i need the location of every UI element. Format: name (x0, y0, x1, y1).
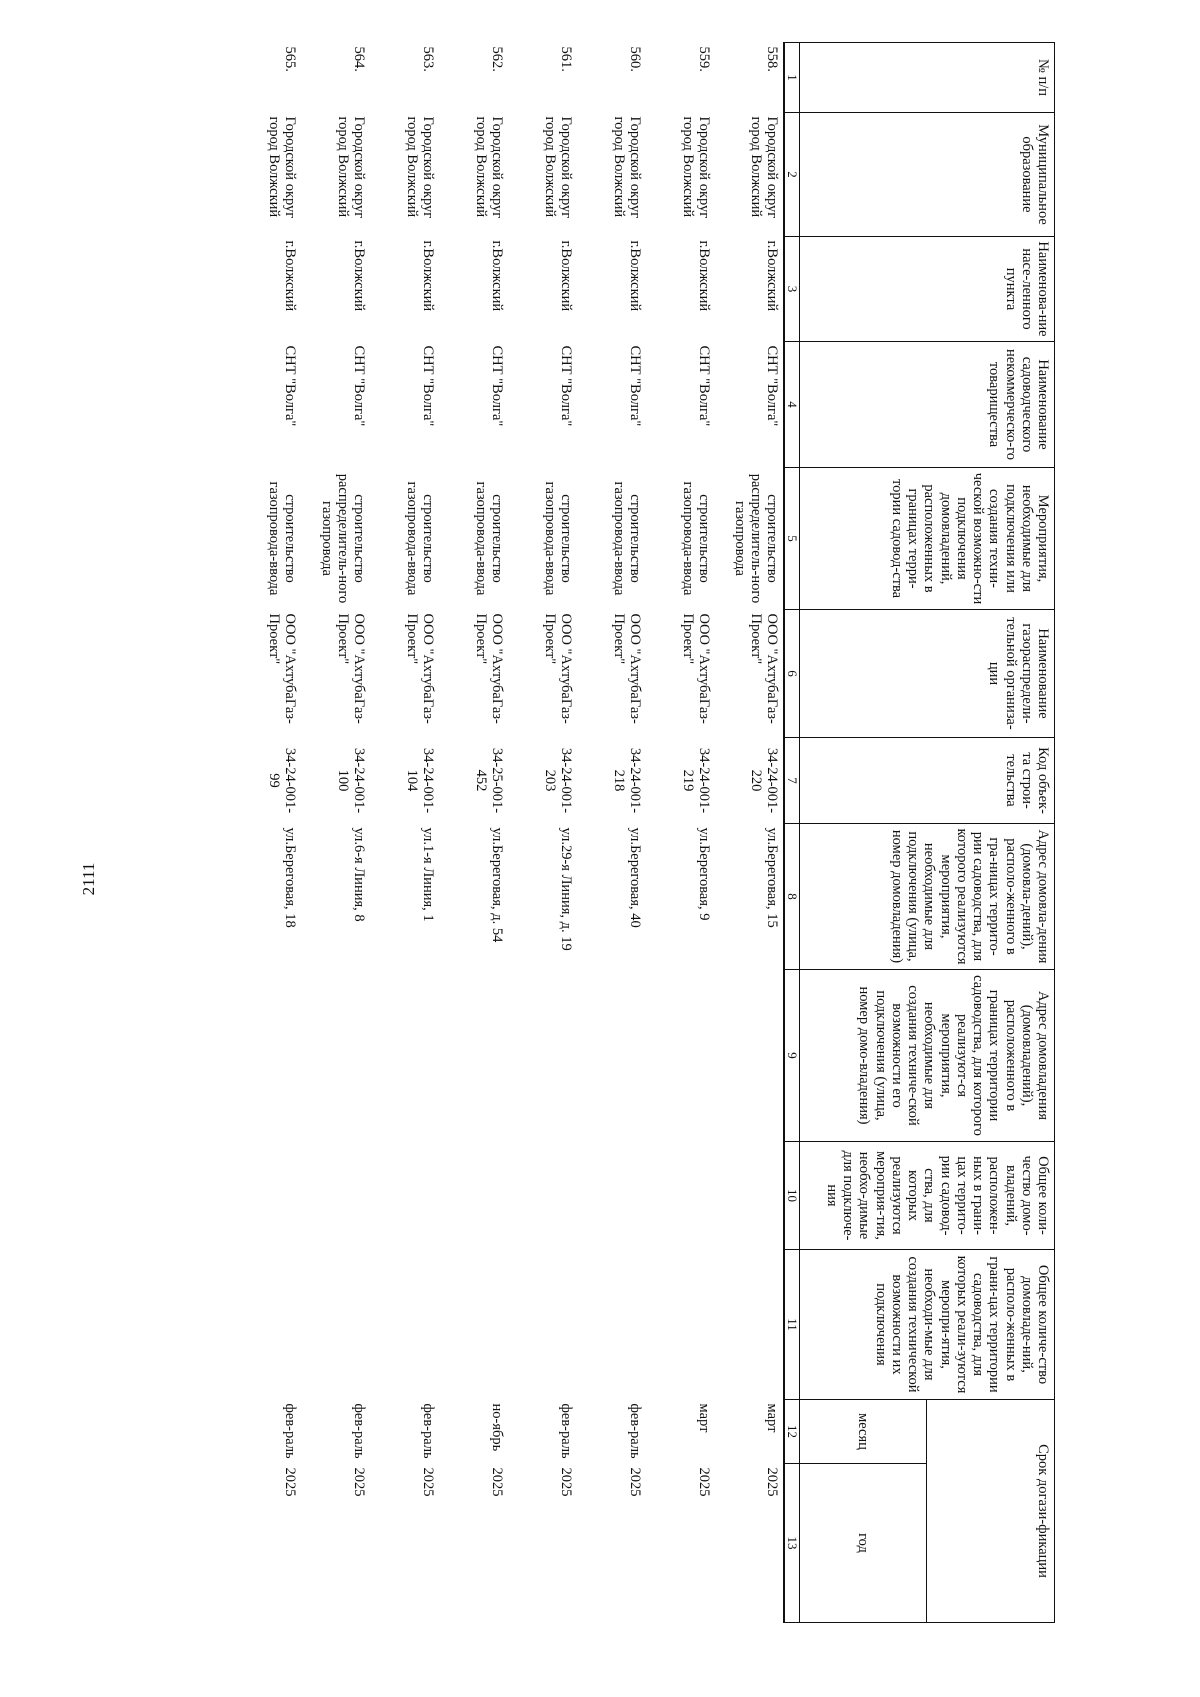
cell-count-technical (577, 1250, 646, 1400)
cell-snt: СНТ "Волга" (420, 345, 436, 427)
cell-settlement: г.Волжский (351, 240, 367, 312)
cell-address-technical (508, 970, 577, 1142)
cell-count-connection (577, 1142, 646, 1250)
cell-year: 2025 (489, 1467, 505, 1497)
cell-event: строительство газопровода-ввода (265, 481, 298, 596)
cell-municipality: Городской округ город Волжский (747, 116, 780, 219)
page-number: 2111 (79, 862, 98, 896)
header-events: Мероприятия, необходимые для подключения или создания техни-ческой возможно-сти подключения домовладений, расположенных в границах терри-тории садовод-ства (800, 468, 1055, 610)
column-number: 5 (784, 468, 800, 610)
table-row (301, 43, 370, 1623)
column-number: 12 (784, 1400, 800, 1464)
header-year: год (800, 1464, 928, 1623)
cell-municipality: Городской округ город Волжский (472, 116, 505, 219)
header-object-code: Код объек-та строи-тельства (800, 738, 1055, 824)
cell-gas-org: ООО "АхтубаГаз-Проект" (472, 613, 505, 724)
table-row (439, 43, 508, 1623)
cell-count-technical (301, 1250, 370, 1400)
cell-year: 2025 (351, 1467, 367, 1497)
cell-snt: СНТ "Волга" (764, 345, 780, 427)
cell-year: 2025 (627, 1467, 643, 1497)
cell-address-technical (232, 970, 301, 1142)
cell-municipality: Городской округ город Волжский (610, 116, 643, 219)
cell-year: 2025 (282, 1467, 298, 1497)
cell-address-connection: ул.Береговая, д. 54 (489, 827, 505, 943)
column-number: 4 (784, 342, 800, 468)
cell-month: фев-раль (420, 1403, 436, 1459)
cell-count-connection (715, 1142, 784, 1250)
header-month: месяц (800, 1400, 928, 1464)
cell-month: но-ябрь (489, 1403, 505, 1452)
cell-settlement: г.Волжский (282, 240, 298, 312)
column-number: 11 (784, 1250, 800, 1400)
header-count-technical: Общее количе-ство домовладе-ний, располо-женных в грани-цах территории садоводства, для которых реали-зуются меропри-ятия, необходи-мые для создания технической возможности их подключения (800, 1250, 1055, 1400)
cell-count-connection (301, 1142, 370, 1250)
cell-gas-org: ООО "АхтубаГаз-Проект" (541, 613, 574, 724)
cell-count-technical (715, 1250, 784, 1400)
cell-object-code: 34-24-001-99 (265, 747, 298, 814)
cell-snt: СНТ "Волга" (282, 345, 298, 427)
column-number: 8 (784, 824, 800, 970)
cell-object-code: 34-24-001-218 (610, 747, 643, 814)
rotated-page (165, 42, 1055, 1622)
cell-address-connection: ул.1-я Линия, 1 (420, 827, 436, 922)
cell-year: 2025 (558, 1467, 574, 1497)
cell-object-code: 34-24-001-104 (403, 747, 436, 814)
cell-object-code: 34-24-001-219 (679, 747, 712, 814)
cell-number: 560. (627, 46, 643, 72)
table-row (715, 43, 784, 1623)
cell-settlement: г.Волжский (420, 240, 436, 312)
cell-event: строительство распределитель-ного газопровода (731, 473, 780, 604)
column-number: 1 (784, 43, 800, 113)
cell-municipality: Городской округ город Волжский (403, 116, 436, 219)
cell-address-connection: ул.29-я Линия, д. 19 (558, 827, 574, 951)
column-number: 10 (784, 1142, 800, 1250)
cell-count-connection (508, 1142, 577, 1250)
table-row (232, 43, 301, 1623)
cell-event: строительство распределитель-ного газопровода (318, 473, 367, 604)
cell-address-technical (370, 970, 439, 1142)
cell-year: 2025 (764, 1467, 780, 1497)
cell-gas-org: ООО "АхтубаГаз-Проект" (403, 613, 436, 724)
cell-count-technical (439, 1250, 508, 1400)
column-number: 13 (784, 1464, 800, 1623)
column-number: 2 (784, 113, 800, 237)
cell-gas-org: ООО "АхтубаГаз-Проект" (610, 613, 643, 724)
cell-address-connection: ул.Береговая, 9 (696, 827, 712, 921)
cell-snt: СНТ "Волга" (627, 345, 643, 427)
column-number: 9 (784, 970, 800, 1142)
cell-gas-org: ООО "АхтубаГаз-Проект" (679, 613, 712, 724)
cell-month: фев-раль (282, 1403, 298, 1459)
cell-gas-org: ООО "АхтубаГаз-Проект" (265, 613, 298, 724)
cell-object-code: 34-25-001-452 (472, 747, 505, 814)
cell-count-technical (508, 1250, 577, 1400)
cell-address-connection: ул.6-я Линия, 8 (351, 827, 367, 922)
cell-municipality: Городской округ город Волжский (265, 116, 298, 219)
table-row (646, 43, 715, 1623)
cell-number: 563. (420, 46, 436, 72)
cell-address-technical (646, 970, 715, 1142)
cell-count-connection (370, 1142, 439, 1250)
cell-address-connection: ул.Береговая, 18 (282, 827, 298, 928)
column-number: 6 (784, 610, 800, 738)
cell-gas-org: ООО "АхтубаГаз-Проект" (334, 613, 367, 724)
cell-snt: СНТ "Волга" (696, 345, 712, 427)
cell-settlement: г.Волжский (764, 240, 780, 312)
cell-number: 562. (489, 46, 505, 72)
table-row (577, 43, 646, 1623)
cell-address-technical (439, 970, 508, 1142)
cell-number: 561. (558, 46, 574, 72)
header-snt: Наименование садоводческого некоммерческо-го товарищества (800, 342, 1055, 468)
header-row-number: № п/п (800, 43, 1055, 113)
column-number: 7 (784, 738, 800, 824)
header-settlement: Наименова-ние насе-ленного пункта (800, 237, 1055, 342)
cell-number: 565. (282, 46, 298, 72)
cell-snt: СНТ "Волга" (558, 345, 574, 427)
cell-count-technical (370, 1250, 439, 1400)
cell-municipality: Городской округ город Волжский (541, 116, 574, 219)
cell-address-technical (715, 970, 784, 1142)
cell-year: 2025 (696, 1467, 712, 1497)
header-deadline: Срок догази-фикации (927, 1400, 1055, 1623)
cell-count-connection (646, 1142, 715, 1250)
cell-event: строительство газопровода-ввода (403, 481, 436, 596)
cell-object-code: 34-24-001-100 (334, 747, 367, 814)
cell-settlement: г.Волжский (696, 240, 712, 312)
cell-number: 564. (351, 46, 367, 72)
cell-count-connection (232, 1142, 301, 1250)
cell-snt: СНТ "Волга" (489, 345, 505, 427)
cell-month: март (696, 1403, 712, 1433)
cell-event: строительство газопровода-ввода (610, 481, 643, 596)
table-row (508, 43, 577, 1623)
header-count-connection: Общее коли-чество домо-владений, расположен-ных в грани-цах террито-рии садовод-ства, для которых реализуются мероприя-тия, необхо-димые для подключе-ния (800, 1142, 1055, 1250)
cell-month: фев-раль (351, 1403, 367, 1459)
cell-municipality: Городской округ город Волжский (679, 116, 712, 219)
gasification-table (232, 42, 1055, 1623)
table-row (370, 43, 439, 1623)
cell-count-technical (646, 1250, 715, 1400)
cell-address-connection: ул.Береговая, 15 (764, 827, 780, 928)
column-number: 3 (784, 237, 800, 342)
cell-municipality: Городской округ город Волжский (334, 116, 367, 219)
header-address-connection: Адрес домовла-дения (домовла-дений), располо-женного в гра-ницах террито-рии садоводства, для которого реализуются мероприятия, необходимые для подключения (улица, номер домовладения) (800, 824, 1055, 970)
cell-event: строительство газопровода-ввода (472, 481, 505, 596)
cell-settlement: г.Волжский (627, 240, 643, 312)
table-header (784, 43, 1055, 1623)
header-address-technical: Адрес домовладения (домовладений), расположенного в границах территории садоводства, для которого реализуют-ся мероприятия, необходимые для создания техниче-ской возможности его подключения (улица, номер домо-владения) (800, 970, 1055, 1142)
cell-address-connection: ул.Береговая, 40 (627, 827, 643, 928)
cell-count-technical (232, 1250, 301, 1400)
cell-month: март (764, 1403, 780, 1433)
cell-object-code: 34-24-001-220 (747, 747, 780, 814)
cell-month: фев-раль (558, 1403, 574, 1459)
cell-address-technical (301, 970, 370, 1142)
cell-number: 559. (696, 46, 712, 72)
cell-address-technical (577, 970, 646, 1142)
cell-event: строительство газопровода-ввода (541, 481, 574, 596)
cell-gas-org: ООО "АхтубаГаз-Проект" (747, 613, 780, 724)
cell-number: 558. (764, 46, 780, 72)
cell-settlement: г.Волжский (558, 240, 574, 312)
cell-year: 2025 (420, 1467, 436, 1497)
header-municipality: Муниципальное образование (800, 113, 1055, 237)
table-body (232, 43, 784, 1623)
cell-snt: СНТ "Волга" (351, 345, 367, 427)
header-gas-org: Наименование газораспредели-тельной организа-ции (800, 610, 1055, 738)
cell-month: фев-раль (627, 1403, 643, 1459)
cell-event: строительство газопровода-ввода (679, 481, 712, 596)
cell-object-code: 34-24-001-203 (541, 747, 574, 814)
cell-count-connection (439, 1142, 508, 1250)
cell-settlement: г.Волжский (489, 240, 505, 312)
